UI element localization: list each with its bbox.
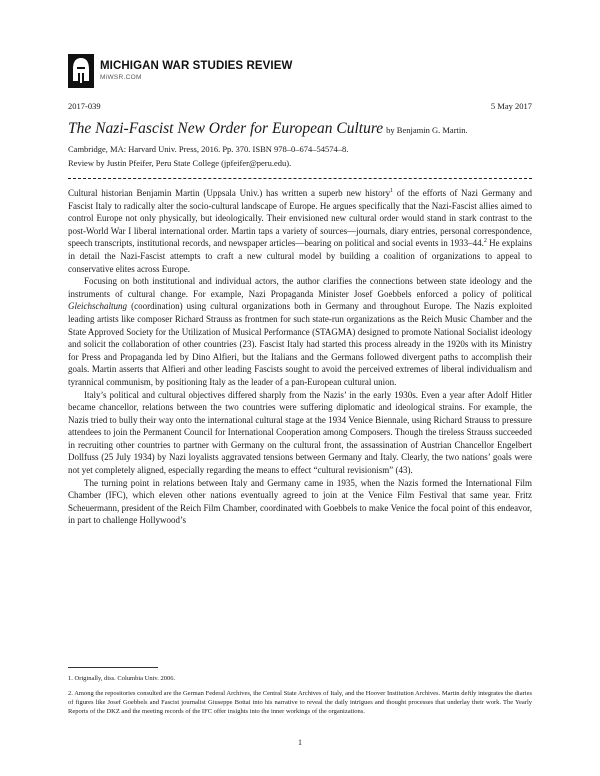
paragraph-text: (coordination) using cultural organizations both in Germany and throughout Europe. The Nazis exploited leading artists like composer Richard Strauss as frontmen for such state-run organizations as the Reich Music Chamber and the State Approved Society for the Utilization of Musical Performance (STAGMA) designed to promote National Socialist ideology and solicit the collaboration of other countries (23). Fascist Italy had started this process already in the 1920s with its Ministry for Press and Propaganda led by Dino Alfieri, but the Italians and the Germans followed divergent paths to accomplish their goals. Martin asserts that Alfieri and other leading Fascists sought to avoid the perceived extremes of liberal individualism and tyrannical communism, by positioning Italy as the leader of a pan-European cultural union. bbox=[68, 301, 532, 387]
paragraph-text: Focusing on both institutional and individual actors, the author clarifies the connections between state ideology and the instruments of cultural change. For example, Nazi Propaganda Minister Josef Goebbels enforced a policy of political bbox=[68, 276, 532, 299]
masthead bbox=[68, 52, 292, 90]
footnotes bbox=[68, 674, 532, 722]
book-byline: by Benjamin G. Martin. bbox=[386, 125, 468, 135]
paragraph: Italy’s political and cultural objectives differed sharply from the Nazis’ in the early 1930s. Even a year after Adolf Hitler became chancellor, relations between the two countries were suffering diplomatic and ideological strains. For example, the Nazis tried to bully their way onto the international cultural stage at the 1934 Venice Biennale, using Richard Strauss to pressure attendees to join the Permanent Council for International Cooperation among Composers. Though the tireless Strauss succeeded in recruiting other countries to partner with Germany on the cultural front, the assassination of Austrian Chancellor Engelbert Dollfuss (25 July 1934) by Nazi loyalists aggravated tensions between Germany and Italy. Clearly, the two nations’ goals were not yet completely aligned, especially regarding the means to effect “cultural revisionism” (43). bbox=[68, 389, 532, 476]
footnote: 2. Among the repositories consulted are the German Federal Archives, the Central State Archives of Italy, and the Hoover Institution Archives. Martin deftly integrates the diaries of figures like Josef Goebbels and Fascist journalist Giuseppe Bottai into his narrative to reveal the daily intrigues and thought processes that underlay their work. The Yearly Reports of the DKZ and the meeting records of the IFC offer insights into the inner workings of the organizations. bbox=[68, 690, 532, 715]
footnote-divider bbox=[68, 667, 158, 668]
reviewer-info: Review by Justin Pfeifer, Peru State College (jpfeifer@peru.edu). bbox=[68, 158, 292, 168]
footnote: 1. Originally, diss. Columbia Univ. 2006. bbox=[68, 675, 176, 682]
paragraph-text: He explains in detail the Nazi-Fascist attempts to craft a new cultural model by building a coalition of organizations to appeal to conservative elites across Europe. bbox=[68, 238, 532, 274]
page-number: 1 bbox=[298, 738, 302, 747]
paragraph-text: Cultural historian Benjamin Martin (Uppsala Univ.) has written a superb new history bbox=[68, 188, 391, 198]
publication-info: Cambridge, MA: Harvard Univ. Press, 2016. Pp. 370. ISBN 978–0–674–54574–8. bbox=[68, 144, 349, 154]
journal-name: MICHIGAN WAR STUDIES REVIEW bbox=[100, 60, 293, 72]
masthead-text bbox=[100, 60, 292, 82]
review-body bbox=[68, 187, 532, 527]
dashed-divider bbox=[68, 178, 532, 179]
review-number: 2017-039 bbox=[68, 101, 101, 111]
site-url: MiWSR.COM bbox=[100, 74, 142, 81]
italic-term: Gleichschaltung bbox=[68, 301, 127, 312]
paragraph-text: of the efforts of Nazi Germany and Fascist Italy to radically alter the socio-cultural landscape of Europe. He argues specifically that the Nazi-Fascist allies aimed to control Europe not only physically, but ideologically. Their envisioned new cultural order would stand in stark contrast to the post-World War I liberal international order. Martin taps a variety of sources—journals, diary entries, personal correspondence, speech transcripts, institutional records, and newspaper articles—bearing on political and social events in 1933–44. bbox=[68, 188, 532, 249]
footnote-ref: 1 bbox=[390, 188, 394, 194]
paragraph bbox=[68, 187, 532, 275]
paragraph bbox=[68, 275, 532, 388]
title-line bbox=[68, 120, 548, 138]
footnote-ref: 2 bbox=[483, 238, 487, 245]
review-date: 5 May 2017 bbox=[490, 101, 532, 111]
meta-row bbox=[68, 101, 532, 113]
paragraph: The turning point in relations between Italy and Germany came in 1935, when the Nazis formed the International Film Chamber (IFC), which eleven other nations eventually agreed to join at the Venice Film Festival that same year. Fritz Scheuermann, president of the Reich Film Chamber, coordinated with Goebbels to make Venice the focal point of this endeavor, in part to challenge Hollywood’s bbox=[68, 477, 532, 526]
spartan-helmet-icon bbox=[68, 54, 94, 88]
book-title: The Nazi-Fascist New Order for European Culture bbox=[68, 120, 384, 137]
